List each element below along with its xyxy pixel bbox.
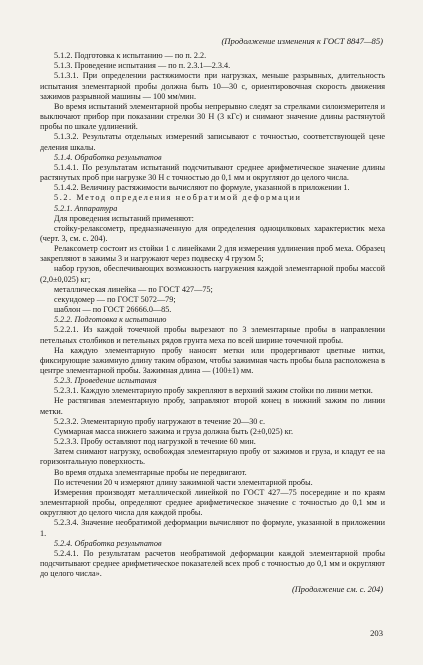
paragraph: Измерения производят металлической линейкой по ГОСТ 427—75 посередине и по краям элементарной пробы, определяют среднее арифметическое значение с точностью до 0,1 мм и округляют до целого числа для каждой пробы.: [40, 487, 385, 518]
paragraph: набор грузов, обеспечивающих возможность нагружения каждой элементарной пробы массой (2,0±0,025) кг;: [40, 264, 385, 284]
paragraph: 5.2.2. Подготовка к испытанию: [54, 315, 167, 325]
paragraph: стойку-релаксометр, предназначенную для определения одноцилковых характеристик меха (черт. 3, см. с. 204).: [40, 223, 385, 243]
paragraph: Релаксометр состоит из стойки 1 с линейками 2 для измерения удлинения проб меха. Образец закрепляют в зажимы 3 и нагружают через подвеску 4 грузом 5;: [40, 244, 385, 264]
paragraph: Во время отдыха элементарные пробы не передвигают.: [54, 467, 247, 477]
paragraph: шаблон — по ГОСТ 26666.0—85.: [54, 305, 172, 315]
paragraph: 5.1.4. Обработка результатов: [54, 152, 162, 162]
paragraph: 5.1.2. Подготовка к испытанию — по п. 2.2.: [54, 51, 207, 61]
paragraph: 5.1.3.2. Результаты отдельных измерений записывают с точностью, соответствующей цене деления шкалы.: [40, 132, 385, 152]
paragraph: Во время испытаний элементарной пробы непрерывно следят за стрелками силоизмерителя и выключают прибор при показании стрелки 30 Н (3 кГс) и снимают значение длины растянутой пробы по шкале удлинений.: [40, 101, 385, 132]
paragraph: 5.1.4.1. По результатам испытаний подсчитывают среднее арифметическое значение длины растянутых проб при нагрузке 30 Н с точностью до 0,1 мм и округляют до целого числа.: [40, 162, 385, 183]
paragraph: По истечении 20 ч измеряют длину зажимной части элементарной пробы.: [54, 477, 313, 487]
paragraph: 5.2.4. Обработка результатов: [54, 538, 162, 548]
paragraph: 5.1.4.2. Величину растяжимости вычисляют по формуле, указанной в приложении 1.: [54, 183, 350, 193]
paragraph: 5.2.3.2. Элементарную пробу нагружают в течение 20—30 с.: [54, 416, 266, 426]
paragraph: 5.2.3.3. Пробу оставляют под нагрузкой в течение 60 мин.: [54, 437, 256, 447]
paragraph: металлическая линейка — по ГОСТ 427—75;: [54, 284, 213, 294]
paragraph: секундомер — по ГОСТ 5072—79;: [54, 294, 176, 304]
paragraph: Суммарная масса нижнего зажима и груза должна быть (2±0,025) кг.: [54, 426, 294, 436]
paragraph: 5.1.3. Проведение испытания — по п. 2.3.1—2.3.4.: [54, 61, 231, 71]
paragraph: 5.2.4.1. По результатам расчетов необратимой деформации каждой элементарной пробы подсчитывают среднее арифметическое показателей всех проб с точностью до 0,1 мм и округляют до целого числа».: [40, 548, 385, 579]
paragraph: Для проведения испытаний применяют:: [54, 213, 194, 223]
paragraph: 5.2.3. Проведение испытания: [54, 376, 157, 386]
paragraph: 5.2.3.4. Значение необратимой деформации вычисляют по формуле, указанной в приложении 1.: [40, 518, 385, 538]
page-header: (Продолжение изменения к ГОСТ 8847—85): [221, 36, 383, 46]
continuation-note: (Продолжение см. с. 204): [291, 585, 383, 595]
paragraph: На каждую элементарную пробу наносят метки или продергивают цветные нитки, фиксирующие зажимную длину таким образом, чтобы зажимная часть пробы была расположена в центре элементарной пробы. Зажимная длина — (100±1) мм.: [40, 345, 385, 375]
paragraph: 5.1.3.1. При определении растяжимости при нагрузках, меньше разрывных, длительность испытания элементарной пробы должна быть 10—30 с, ориентировочная скорость движения зажимов разрывной машины — 100 мм/мин.: [40, 71, 385, 101]
paragraph: 5.2. Метод определения необратимой деформации: [54, 193, 302, 203]
paragraph: 5.2.3.1. Каждую элементарную пробу закрепляют в верхний зажим стойки по линии метки.: [54, 386, 373, 396]
paragraph: 5.2.1. Аппаратура: [54, 203, 118, 213]
paragraph: Затем снимают нагрузку, освобождая элементарную пробу от зажимов и груза, и кладут ее на горизонтальную поверхность.: [40, 447, 385, 467]
page-number: 203: [370, 628, 383, 638]
paragraph: 5.2.2.1. Из каждой точечной пробы вырезают по 3 элементарные пробы в направлении петельных столбиков и петельных рядов грунта меха по всей ширине точечной пробы.: [40, 325, 385, 345]
paragraph: Не растягивая элементарную пробу, заправляют второй конец в нижний зажим по линии метки.: [40, 396, 385, 416]
document-body: [40, 51, 385, 579]
